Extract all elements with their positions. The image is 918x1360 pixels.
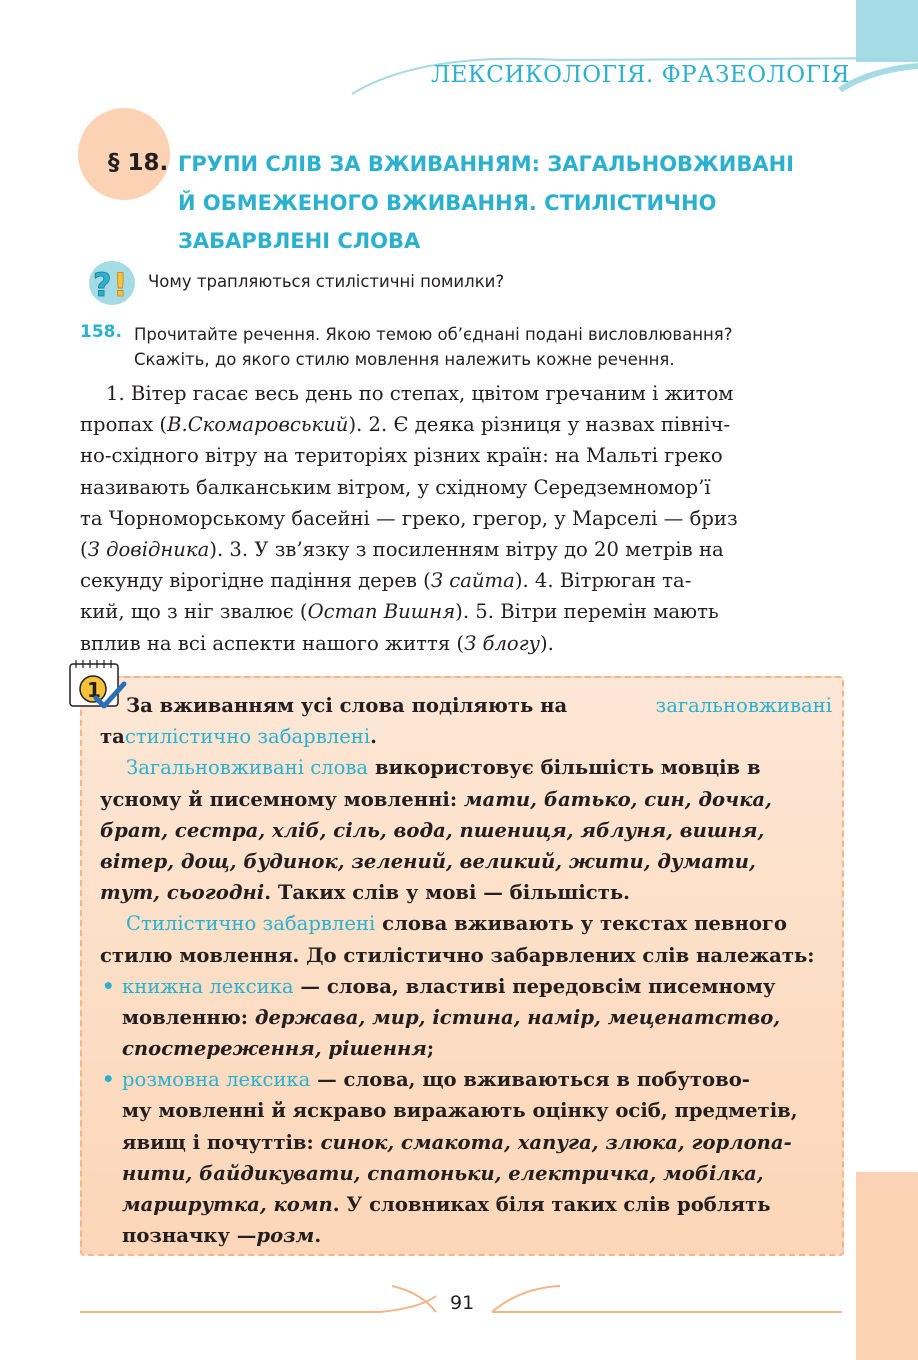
exercise-task-line: Скажіть, до якого стилю мовлення належить кожне речення. (134, 350, 675, 369)
text-fragment: — слова, властиві передовсім писемному (293, 974, 776, 998)
exercise-line (80, 472, 844, 503)
text-fragment: позначку — (122, 1224, 257, 1248)
section-title-line: ГРУПИ СЛІВ ЗА ВЖИВАННЯМ: ЗАГАЛЬНОВЖИВАНІ (178, 152, 794, 176)
exercise-line (80, 534, 844, 565)
rule-line (100, 784, 832, 815)
term-highlight: стилістично забарвлені (124, 725, 371, 749)
source-reference: З блогу (464, 631, 540, 655)
text-fragment: стилю мовлення. До стилістично забарвлених слів належать: (100, 943, 815, 967)
exercise-line-text: називають балканським вітром, у східному Середземномор’ї (80, 475, 711, 499)
text-fragment: За вживанням усі слова поділяють на (126, 694, 568, 717)
exercise-line-text: 1. Вітер гасає весь день по степах, цвітом гречаним і житом (106, 382, 734, 405)
example-words: мати, батько, син, дочка, (463, 787, 772, 811)
exercise-task-line: Прочитайте речення. Якою темою об’єднані подані висловлювання? (134, 325, 733, 344)
source-reference: Остап Вишня (307, 600, 456, 624)
term-highlight: Стилістично забарвлені (126, 912, 376, 936)
text-fragment: ( (80, 537, 88, 561)
rule-line-text (122, 1127, 792, 1158)
side-tab-decoration (856, 1172, 918, 1360)
rule-line-text (126, 908, 787, 939)
page-number: 91 (450, 1292, 475, 1314)
rule-line-text (126, 752, 761, 783)
rule-line (100, 721, 832, 752)
exercise-line-text: но-східного вітру на територіях різних країн: на Мальті греко (80, 444, 723, 468)
text-fragment: використовує більшість мовців в (368, 756, 761, 780)
example-words: розм (256, 1224, 315, 1248)
text-fragment: . (370, 725, 377, 749)
example-words: держава, мир, істина, намір, меценатство, (254, 1005, 781, 1029)
text-fragment: усному й писемному мовленні: (100, 787, 464, 811)
text-fragment: му мовленні й яскраво виражають оцінку осіб, предметів, (122, 1099, 798, 1123)
section-title-line: ЗАБАРВЛЕНІ СЛОВА (178, 229, 421, 253)
section-title-line: Й ОБМЕЖЕНОГО ВЖИВАННЯ. СТИЛІСТИЧНО (178, 190, 717, 215)
rule-line (100, 1033, 832, 1064)
section-number: § 18. (108, 150, 169, 176)
text-fragment: кий, що з ніг звалює ( (80, 600, 308, 624)
exercise-number: 158. (80, 322, 122, 342)
exercise-line-text (80, 596, 719, 627)
source-reference: З довідника (87, 537, 210, 561)
example-words: маршрутка, комп (122, 1193, 333, 1216)
rule-line-text (122, 1002, 780, 1033)
text-fragment: ). 4. Вітрюган та- (514, 569, 692, 593)
rule-line (100, 752, 832, 783)
text-fragment: . У словниках біля таких слів роблять (332, 1193, 771, 1216)
rule-line-text (122, 1189, 771, 1220)
exercise-text (80, 378, 844, 659)
text-fragment: та (100, 725, 125, 749)
text-fragment: ). 3. У зв’язку з посиленням вітру до 20 метрів на (209, 537, 724, 561)
running-head: ЛЕКСИКОЛОГІЯ. ФРАЗЕОЛОГІЯ (430, 62, 850, 88)
rule-line (100, 690, 832, 721)
example-words: спостереження, рішення (122, 1037, 427, 1061)
rule-text (100, 690, 832, 1251)
term-highlight: Загальновживані слова (126, 756, 369, 780)
text-fragment: слова вживають у текстах певного (375, 912, 787, 936)
exercise-line (80, 596, 844, 627)
text-fragment: секунду вірогідне падіння дерев ( (80, 569, 431, 593)
text-fragment: ). (540, 631, 554, 655)
exercise-line (80, 440, 844, 471)
svg-text:1: 1 (87, 678, 101, 702)
text-fragment: ). 5. Вітри перемін мають (455, 600, 719, 624)
question-exclamation-icon (88, 260, 136, 306)
rule-line (100, 940, 832, 971)
rule-line-text (122, 1064, 750, 1095)
exercise-line-text (80, 628, 554, 659)
text-fragment: мовленню: (122, 1005, 255, 1029)
exercise-line (80, 378, 844, 409)
text-fragment: вплив на всі аспекти нашого життя ( (80, 631, 465, 655)
text-fragment: . (314, 1224, 322, 1248)
exercise-line (80, 409, 844, 440)
rule-line-text (122, 971, 775, 1002)
rule-line (100, 1158, 832, 1189)
example-words: брат, сестра, хліб, сіль, вода, пшениця, яблуня, вишня, (100, 818, 765, 842)
rule-line (100, 846, 832, 877)
text-fragment: — слова, що вживаються в побутово- (310, 1068, 750, 1092)
rule-line (100, 1127, 832, 1158)
text-fragment: явищ і почуттів: (122, 1130, 321, 1154)
rule-line-text (100, 784, 772, 815)
text-fragment: ). 2. Є деяка різниця у назвах північ- (348, 413, 731, 437)
rule-line (100, 1220, 832, 1251)
rule-line (100, 908, 832, 939)
source-reference: З сайта (430, 569, 515, 593)
exercise-line-text (80, 409, 730, 440)
question-text: Чому трапляються стилістичні помилки? (148, 272, 505, 291)
text-fragment: . Таких слів у мові — більшість. (264, 881, 630, 905)
exercise-line (80, 503, 844, 534)
exercise-line-text (80, 565, 691, 596)
example-words: тут, сьогодні (100, 881, 265, 905)
exercise-line (80, 565, 844, 596)
example-words: вітер, дощ, будинок, зелений, великий, жити, думати, (100, 849, 756, 873)
exercise-task (134, 322, 854, 372)
rule-bullet-line (100, 1064, 832, 1095)
header-decorative-arc (0, 0, 918, 110)
rule-line (100, 1189, 832, 1220)
section-title (178, 145, 858, 261)
rule-line (100, 1002, 832, 1033)
exercise-line-text: та Чорноморському басейні — греко, грегор, у Марселі — бриз (80, 506, 738, 530)
term-highlight: книжна лексика (122, 974, 294, 998)
term-highlight: розмовна лексика (122, 1068, 311, 1092)
svg-text:?: ? (93, 266, 112, 304)
svg-text:!: ! (113, 266, 128, 304)
term-highlight: загальновживані (655, 694, 832, 717)
source-reference: В.Скомаровський (167, 413, 349, 437)
rule-line (100, 815, 832, 846)
rule-line (100, 1095, 832, 1126)
text-fragment: пропах ( (80, 413, 168, 437)
bullet-icon: • (102, 974, 115, 998)
rule-line (100, 877, 832, 908)
text-fragment: ; (426, 1037, 435, 1061)
bullet-icon: • (102, 1068, 115, 1092)
example-words: нити, байдикувати, спатоньки, електричка, мобілка, (122, 1161, 764, 1185)
rule-bullet-line (100, 971, 832, 1002)
example-words: синок, смакота, хапуга, злюка, горлопа- (320, 1130, 792, 1154)
exercise-line (80, 628, 844, 659)
exercise-line-text (80, 534, 724, 565)
